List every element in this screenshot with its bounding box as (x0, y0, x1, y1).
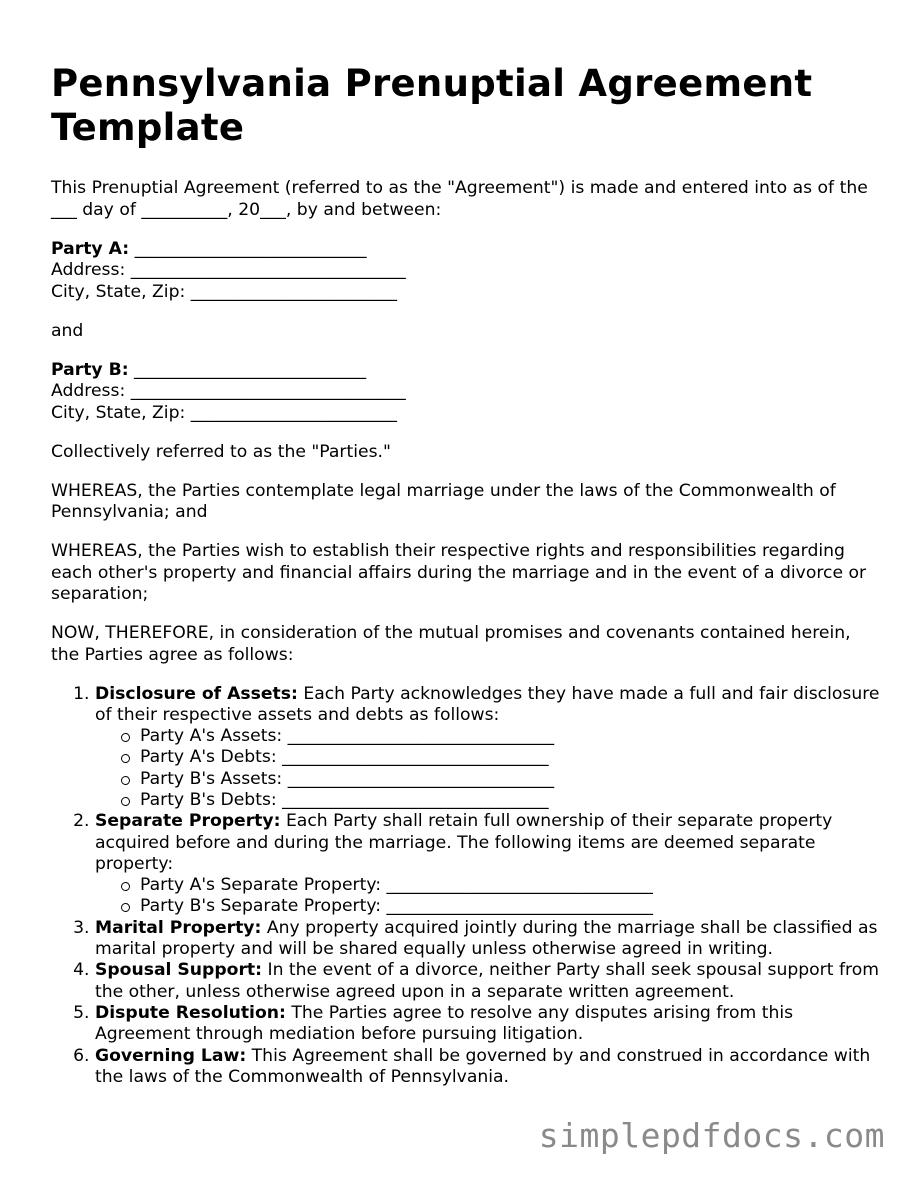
party-b-label: Party B: (51, 359, 129, 380)
clauses-list (51, 684, 881, 1089)
subitem: Party A's Assets: _______________________________ (140, 726, 881, 747)
clause-item (95, 684, 881, 812)
subitems-list (95, 875, 881, 918)
clause-heading: Dispute Resolution: (95, 1002, 286, 1023)
subitems-list (95, 726, 881, 811)
party-b-block (51, 360, 881, 425)
party-a-name-blank: ___________________________ (129, 238, 367, 259)
subitem: Party B's Separate Property: _______________________________ (140, 896, 881, 917)
clause-heading: Marital Property: (95, 917, 262, 938)
party-b-name-blank: ___________________________ (128, 359, 367, 380)
document-page (51, 62, 881, 1088)
page-title: Pennsylvania Prenuptial Agreement Template (51, 62, 813, 149)
clause-text: This Agreement shall be governed by and construed in accordance with the laws of the Commonwealth of Pennsylvania. (95, 1045, 871, 1087)
party-a-address: Address: ________________________________ (51, 260, 406, 280)
clause-item (95, 1003, 881, 1046)
party-a-block (51, 239, 881, 304)
party-a-city: City, State, Zip: ________________________ (51, 281, 397, 302)
now-therefore-paragraph: NOW, THEREFORE, in consideration of the mutual promises and covenants contained herein, the Parties agree as follows: (51, 623, 851, 665)
clause-item (95, 918, 881, 961)
subitem: Party B's Debts: _______________________________ (140, 790, 881, 811)
watermark: simplepdfdocs.com (538, 1116, 885, 1155)
clause-text: In the event of a divorce, neither Party shall seek spousal support from the other, unless otherwise agreed upon in a separate written agreement. (95, 960, 879, 1002)
subitem: Party B's Assets: _______________________________ (140, 769, 881, 790)
and-text: and (51, 320, 84, 341)
collectively-paragraph: Collectively referred to as the "Parties." (51, 441, 391, 462)
clause-heading: Spousal Support: (95, 960, 263, 981)
party-b-address: Address: ________________________________ (51, 381, 406, 401)
clause-text: Any property acquired jointly during the marriage shall be classified as marital property and will be shared equally unless otherwise agreed in writing. (95, 917, 878, 960)
whereas-2-paragraph: WHEREAS, the Parties wish to establish their respective rights and responsibilities regarding each other's property and financial affairs during the marriage and in the event of a divorce or separation; (51, 541, 867, 604)
clause-heading: Governing Law: (95, 1045, 247, 1066)
clause-item (95, 1046, 881, 1089)
party-a-label: Party A: (51, 238, 130, 259)
clause-text: The Parties agree to resolve any disputes arising from this Agreement through mediation before pursuing litigation. (95, 1002, 794, 1045)
party-b-city: City, State, Zip: ________________________ (51, 402, 397, 423)
subitem: Party A's Debts: _______________________________ (140, 747, 881, 768)
clause-text: Each Party acknowledges they have made a full and fair disclosure of their respective assets and debts as follows: (95, 683, 880, 725)
clause-heading: Disclosure of Assets: (95, 683, 298, 704)
whereas-1-paragraph: WHEREAS, the Parties contemplate legal marriage under the laws of the Commonwealth of Pennsylvania; and (51, 480, 836, 522)
clause-item (95, 960, 881, 1003)
subitem: Party A's Separate Property: _______________________________ (140, 875, 881, 896)
intro-paragraph: This Prenuptial Agreement (referred to as the "Agreement") is made and entered into as of the ___ day of __________, 20___, by and between: (51, 178, 868, 220)
clause-text: Each Party shall retain full ownership of their separate property acquired before and during the marriage. The following items are deemed separate property: (95, 811, 833, 874)
clause-item (95, 811, 881, 917)
clause-heading: Separate Property: (95, 811, 281, 832)
